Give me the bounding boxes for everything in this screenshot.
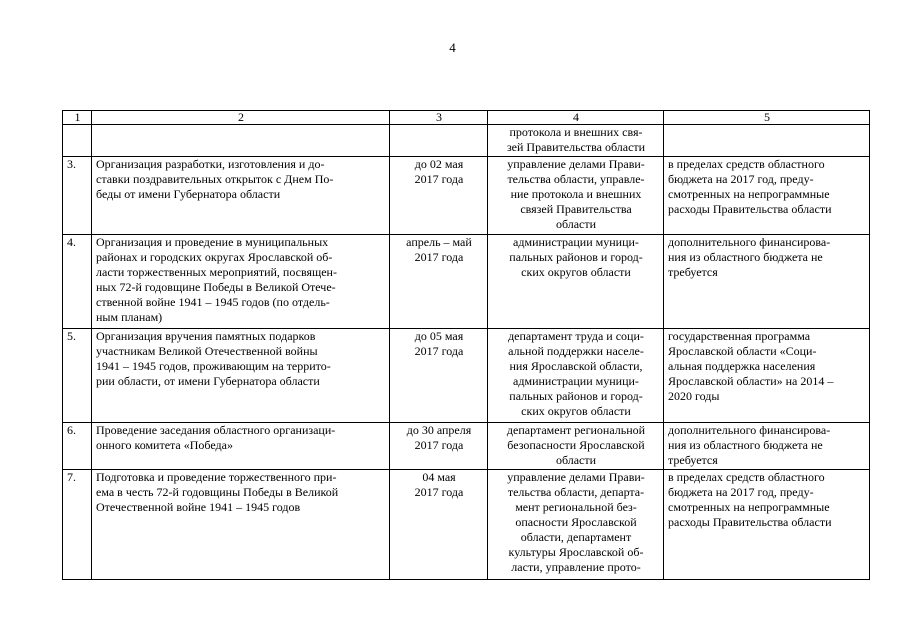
table-row (63, 470, 870, 580)
cell-number: 7. (63, 470, 92, 580)
cell-number: 5. (63, 329, 92, 423)
page-number: 4 (449, 40, 456, 55)
cell-responsible: протокола и внешних свя- зей Правительства области (488, 125, 664, 157)
cell-deadline: до 30 апреля 2017 года (390, 423, 488, 470)
table-header-row (63, 111, 870, 125)
table-row (63, 329, 870, 423)
cell-number: 4. (63, 235, 92, 329)
cell-deadline: 04 мая 2017 года (390, 470, 488, 580)
table-row (63, 157, 870, 235)
cell-number (63, 125, 92, 157)
cell-event: Организация разработки, изготовления и до- ставки поздравительных открыток с Днем По- беды от имени Губернатора области (92, 157, 390, 235)
cell-responsible: управление делами Прави- тельства области, управле- ние протокола и внешних связей Правительства области (488, 157, 664, 235)
cell-event: Подготовка и проведение торжественного при- ема в честь 72-й годовщины Победы в Великой Отечественной войне 1941 – 1945 годов (92, 470, 390, 580)
cell-funding: в пределах средств областного бюджета на 2017 год, преду- смотренных на непрограммные расходы Правительства области (664, 470, 870, 580)
cell-deadline: апрель – май 2017 года (390, 235, 488, 329)
cell-responsible: управление делами Прави- тельства области, департа- мент региональной без- опасности Ярославской области, департамент культуры Ярославской об- ласти, управление прото- (488, 470, 664, 580)
header-cell-num: 1 (63, 111, 92, 125)
table-row (63, 125, 870, 157)
cell-event: Организация вручения памятных подарков участникам Великой Отечественной войны 1941 – 1945 годов, проживающим на террито- рии области, от имени Губернатора области (92, 329, 390, 423)
cell-deadline: до 02 мая 2017 года (390, 157, 488, 235)
cell-funding (664, 125, 870, 157)
cell-responsible: департамент региональной безопасности Ярославской области (488, 423, 664, 470)
cell-funding: дополнительного финансирова- ния из областного бюджета не требуется (664, 235, 870, 329)
header-cell-event: 2 (92, 111, 390, 125)
cell-funding: дополнительного финансирова- ния из областного бюджета не требуется (664, 423, 870, 470)
header-cell-deadline: 3 (390, 111, 488, 125)
cell-deadline: до 05 мая 2017 года (390, 329, 488, 423)
cell-deadline (390, 125, 488, 157)
cell-funding: государственная программа Ярославской области «Соци- альная поддержка населения Ярославской области» на 2014 – 2020 годы (664, 329, 870, 423)
cell-funding: в пределах средств областного бюджета на 2017 год, преду- смотренных на непрограммные расходы Правительства области (664, 157, 870, 235)
events-table (62, 110, 870, 580)
cell-event: Проведение заседания областного организаци- онного комитета «Победа» (92, 423, 390, 470)
table-row (63, 235, 870, 329)
cell-number: 3. (63, 157, 92, 235)
table-row (63, 423, 870, 470)
header-cell-funding: 5 (664, 111, 870, 125)
cell-event (92, 125, 390, 157)
cell-event: Организация и проведение в муниципальных районах и городских округах Ярославской об- ласти торжественных мероприятий, посвящен- ных 72-й годовщине Победы в Великой Отече- ственной войне 1941 – 1945 годов (по отдель- ным планам) (92, 235, 390, 329)
cell-responsible: департамент труда и соци- альной поддержки населе- ния Ярославской области, администрации муници- пальных районов и город- ских округов области (488, 329, 664, 423)
header-cell-responsible: 4 (488, 111, 664, 125)
cell-responsible: администрации муници- пальных районов и город- ских округов области (488, 235, 664, 329)
cell-number: 6. (63, 423, 92, 470)
